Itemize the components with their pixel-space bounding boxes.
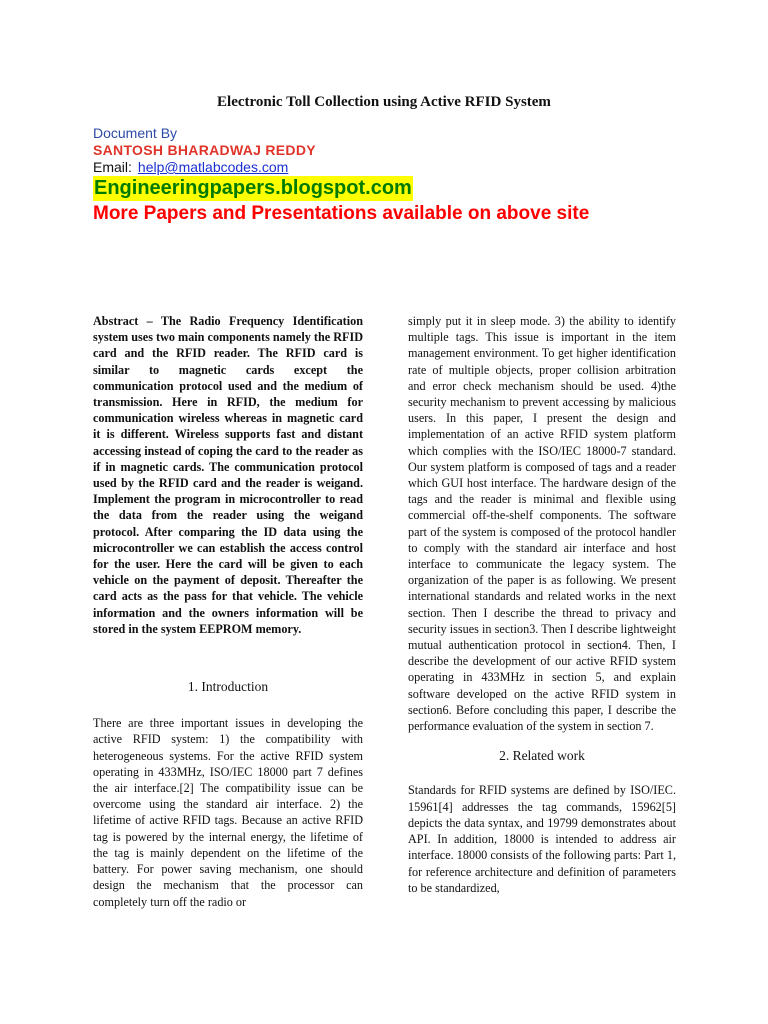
- related-work-paragraph: Standards for RFID systems are defined by ISO/IEC. 15961[4] addresses the tag commands, 15962[5] depicts the data syntax, and 19799 demonstrates about API. In addition, 18000 is intended to address air interface. 18000 consists of the following parts: Part 1, for reference architecture and definition of parameters to be standardized,: [408, 783, 676, 895]
- paper-title: Electronic Toll Collection using Active RFID System: [217, 94, 551, 110]
- introduction-heading: 1. Introduction: [187, 679, 269, 695]
- abstract-paragraph: Abstract – The Radio Frequency Identification system uses two main components namely the RFID card and the RFID reader. The RFID card is similar to magnetic cards except the communication protocol used and the medium of transmission. Here in RFID, the medium for communication wireless whereas in magnetic card it is different. Wireless supports fast and distant accessing instead of coping the card to the reader as if in magnetic cards. The communication protocol used by the RFID card and the reader is weigand. Implement the program in microcontroller to read the data from the reader using the weigand protocol. After comparing the ID data using the microcontroller we can establish the access control for the user. Here the card will be given to each vehicle on the payment of deposit. Thereafter the card acts as the pass for that vehicle. The vehicle information and the owners information will be stored in the system EEPROM memory.: [93, 314, 363, 636]
- right-column: [408, 313, 676, 896]
- related-work-heading: 2. Related work: [499, 748, 585, 764]
- email-line: [93, 159, 288, 175]
- more-papers-notice: More Papers and Presentations available on above site: [93, 203, 590, 224]
- site-banner: Engineeringpapers.blogspot.com: [94, 177, 412, 199]
- email-link[interactable]: help@matlabcodes.com: [137, 159, 289, 175]
- continued-paragraph: simply put it in sleep mode. 3) the ability to identify multiple tags. This issue is important in the item management environment. To get higher identification rate of multiple objects, proper collision arbitration and error check mechanism should be used. 4)the security mechanism to prevent accessing by malicious users. In this paper, I present the design and implementation of an active RFID system platform which complies with the ISO/IEC 18000-7 standard. Our system platform is composed of tags and a reader which GUI host interface. The hardware design of the tags and the reader is minimal and flexible using commercial off-the-shelf components. The software part of the system is composed of the protocol handler to comply with the standard air interface and host interface to communicate the legacy system. The organization of the paper is as following. We present international standards and related works in the next section. Then I describe the thread to privacy and security issues in section3. Then I describe lightweight mutual authentication protocol in section4. Then, I describe the development of our active RFID system operating in 433MHz in section 5, and explain software developed on the active RFID system in section6. Before concluding this paper, I describe the performance evaluation of the system in section 7.: [408, 314, 676, 734]
- introduction-paragraph: There are three important issues in developing the active RFID system: 1) the compatibility with heterogeneous systems. For the active RFID system operating in 433MHz, ISO/IEC 18000 part 7 defines the air interface.[2] The compatibility issue can be overcome using the standard air interface. 2) the lifetime of active RFID tags. Because an active RFID tag is powered by the internal energy, the lifetime of the tag is mainly dependent on the lifetime of the battery. For power saving mechanism, one should design the mechanism that the processor can completely turn off the radio or: [93, 716, 363, 909]
- left-column: [93, 313, 363, 910]
- document-by-label: Document By: [93, 125, 178, 141]
- author-name: SANTOSH BHARADWAJ REDDY: [93, 142, 316, 158]
- email-label: Email:: [93, 159, 132, 175]
